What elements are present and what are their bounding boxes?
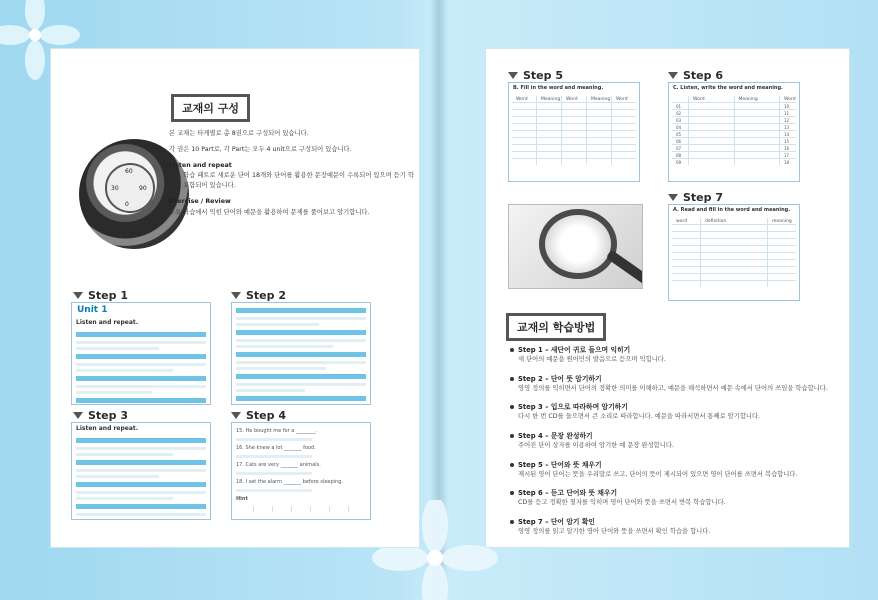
row-number: 01 bbox=[672, 103, 688, 109]
bullet-icon bbox=[510, 377, 514, 381]
triangle-icon bbox=[231, 412, 241, 419]
triangle-icon bbox=[73, 412, 83, 419]
triangle-icon bbox=[73, 292, 83, 299]
study-method-title: 교재의 학습방법 bbox=[506, 313, 606, 341]
step-7-label bbox=[668, 191, 723, 204]
step-label-text: Step 1 bbox=[88, 289, 128, 302]
row-number: 02 bbox=[672, 110, 688, 116]
step-3-thumbnail bbox=[71, 422, 211, 520]
magnifier-handle bbox=[606, 250, 643, 287]
magnifier-image bbox=[508, 204, 643, 289]
method-heading: Step 6 – 듣고 단어와 뜻 채우기 bbox=[518, 489, 618, 498]
method-item bbox=[510, 488, 840, 508]
step-4-thumbnail bbox=[231, 422, 371, 520]
step-2-thumbnail bbox=[231, 302, 371, 405]
step-5-thumbnail bbox=[508, 82, 640, 182]
method-description: 주어진 단어 상자를 이용하여 암기한 예 문장 완성합니다. bbox=[518, 442, 674, 450]
thumbnail-subtitle: B. Fill in the word and meaning. bbox=[513, 85, 604, 91]
method-item bbox=[510, 345, 840, 365]
method-heading: Step 2 – 단어 뜻 암기하기 bbox=[518, 374, 602, 383]
method-item bbox=[510, 374, 840, 394]
method-item bbox=[510, 431, 840, 451]
table-header: Meaning bbox=[537, 96, 561, 102]
step-label-text: Step 7 bbox=[683, 191, 723, 204]
step-1-thumbnail bbox=[71, 302, 211, 405]
table-header: Word bbox=[780, 96, 796, 102]
step-6-label bbox=[668, 69, 723, 82]
exercise-line: 16. She knew a lot _______ food. bbox=[236, 445, 316, 451]
row-number: 16 bbox=[780, 145, 796, 151]
table-header: Word bbox=[612, 96, 636, 102]
row-number: 12 bbox=[780, 117, 796, 123]
row-number: 17 bbox=[780, 152, 796, 158]
triangle-icon bbox=[668, 194, 678, 201]
section-body: 주요 학습에서 익힌 단어와 예문을 활용하여 문제를 풀어보고 암기합니다. bbox=[169, 208, 370, 216]
method-description: 영영 정의를 읽고 알기한 영어 단어와 뜻을 쓰면서 확인 학습을 합니다. bbox=[518, 527, 711, 535]
section-heading: Listen and repeat bbox=[169, 161, 232, 169]
section-body: 주요 학습 패트로 새로운 단어 18개와 단어를 활용한 문장예문이 수록되어 있으며 듣기 학습이 포함되어 있습니다. bbox=[169, 172, 414, 189]
method-description: CD를 듣고 정확한 철자를 익히며 영어 단어와 뜻을 쓰면서 반복 학습합니다. bbox=[518, 499, 726, 507]
method-item bbox=[510, 517, 840, 537]
bullet-icon bbox=[510, 434, 514, 438]
bullet-icon bbox=[510, 520, 514, 524]
intro-text bbox=[169, 129, 414, 223]
row-number: 06 bbox=[672, 138, 688, 144]
method-description: 영영 정의를 익히면서 단어의 정확한 의미를 이해하고, 예문을 해석하면서 예문 속에서 단어의 쓰임을 학습합니다. bbox=[518, 384, 828, 392]
magnifier-lens bbox=[539, 209, 617, 279]
method-heading: Step 5 – 단어와 뜻 채우기 bbox=[518, 460, 602, 469]
step-label-text: Step 6 bbox=[683, 69, 723, 82]
row-number: 04 bbox=[672, 124, 688, 130]
row-number: 05 bbox=[672, 131, 688, 137]
row-number: 10 bbox=[780, 103, 796, 109]
step-label-text: Step 3 bbox=[88, 409, 128, 422]
table-header: Word bbox=[689, 96, 734, 102]
table-header: definition bbox=[701, 218, 767, 224]
method-heading: Step 4 – 문장 완성하기 bbox=[518, 431, 593, 440]
thumbnail-subtitle: Listen and repeat. bbox=[76, 425, 139, 432]
thumbnail-subtitle: A. Read and fill in the word and meaning. bbox=[673, 207, 791, 213]
unit-title: Unit 1 bbox=[77, 305, 108, 315]
exercise-line: 15. He bought me for a ________. bbox=[236, 428, 318, 434]
method-item bbox=[510, 460, 840, 480]
triangle-icon bbox=[231, 292, 241, 299]
step-7-thumbnail bbox=[668, 204, 800, 301]
exercise-line: 17. Cats are very _______ animals. bbox=[236, 462, 321, 468]
table-header: Meaning bbox=[587, 96, 611, 102]
step-3-label bbox=[73, 409, 128, 422]
compass-dial: 30 60 90 0 bbox=[105, 163, 155, 213]
triangle-icon bbox=[508, 72, 518, 79]
step-1-label bbox=[73, 289, 128, 302]
step-label-text: Step 4 bbox=[246, 409, 286, 422]
method-heading: Step 3 – 입으로 따라하며 암기하기 bbox=[518, 403, 628, 412]
method-description: 제시된 영어 단어는 뜻을 우리말로 쓰고, 단어의 뜻이 제시되어 있으면 영어 단어를 쓰면서 복습합니다. bbox=[518, 470, 798, 478]
bullet-icon bbox=[510, 491, 514, 495]
row-number: 08 bbox=[672, 152, 688, 158]
row-number: 15 bbox=[780, 138, 796, 144]
table-header: Meaning bbox=[735, 96, 780, 102]
row-number: 13 bbox=[780, 124, 796, 130]
method-description: 다시 한 번 CD를 들으면서 큰 소리로 따라합니다. 예문을 따라서면서 통째로 암기합니다. bbox=[518, 413, 761, 421]
method-heading: Step 7 – 단어 암기 확인 bbox=[518, 517, 595, 526]
table-header: word bbox=[672, 218, 700, 224]
composition-title: 교재의 구성 bbox=[171, 94, 250, 122]
table-header: meaning bbox=[768, 218, 796, 224]
intro-line: 각 권은 10 Part로, 각 Part는 모두 4 unit으로 구성되어 있습니다. bbox=[169, 145, 352, 153]
step-4-label bbox=[231, 409, 286, 422]
row-number: 18 bbox=[780, 159, 796, 165]
bullet-icon bbox=[510, 405, 514, 409]
table-header: Word bbox=[512, 96, 536, 102]
thumbnail-subtitle: Listen and repeat. bbox=[76, 319, 139, 326]
step-label-text: Step 5 bbox=[523, 69, 563, 82]
method-description: 새 단어의 예문을 원어민의 발음으로 듣으며 익힙니다. bbox=[518, 356, 666, 364]
step-label-text: Step 2 bbox=[246, 289, 286, 302]
triangle-icon bbox=[668, 72, 678, 79]
row-number: 03 bbox=[672, 117, 688, 123]
thumbnail-subtitle: C. Listen, write the word and meaning. bbox=[673, 85, 783, 91]
step-5-label bbox=[508, 69, 563, 82]
row-number: 11 bbox=[780, 110, 796, 116]
hint-label: Hint bbox=[236, 496, 248, 502]
step-6-thumbnail bbox=[668, 82, 800, 182]
study-method-list bbox=[510, 345, 840, 545]
method-item bbox=[510, 402, 840, 422]
left-page bbox=[50, 48, 420, 548]
exercise-line: 18. I set the alarm _______ before sleeping. bbox=[236, 479, 343, 485]
row-number: 07 bbox=[672, 145, 688, 151]
step-2-label bbox=[231, 289, 286, 302]
bullet-icon bbox=[510, 463, 514, 467]
right-page bbox=[485, 48, 850, 548]
row-number: 09 bbox=[672, 159, 688, 165]
row-number: 14 bbox=[780, 131, 796, 137]
method-heading: Step 1 – 새단어 귀로 들으며 익히기 bbox=[518, 346, 631, 354]
table-header: Word bbox=[562, 96, 586, 102]
bullet-icon bbox=[510, 348, 514, 352]
intro-line: 본 교재는 타게별로 총 8권으로 구성되어 있습니다. bbox=[169, 130, 309, 137]
section-heading: Exercise / Review bbox=[169, 197, 231, 205]
